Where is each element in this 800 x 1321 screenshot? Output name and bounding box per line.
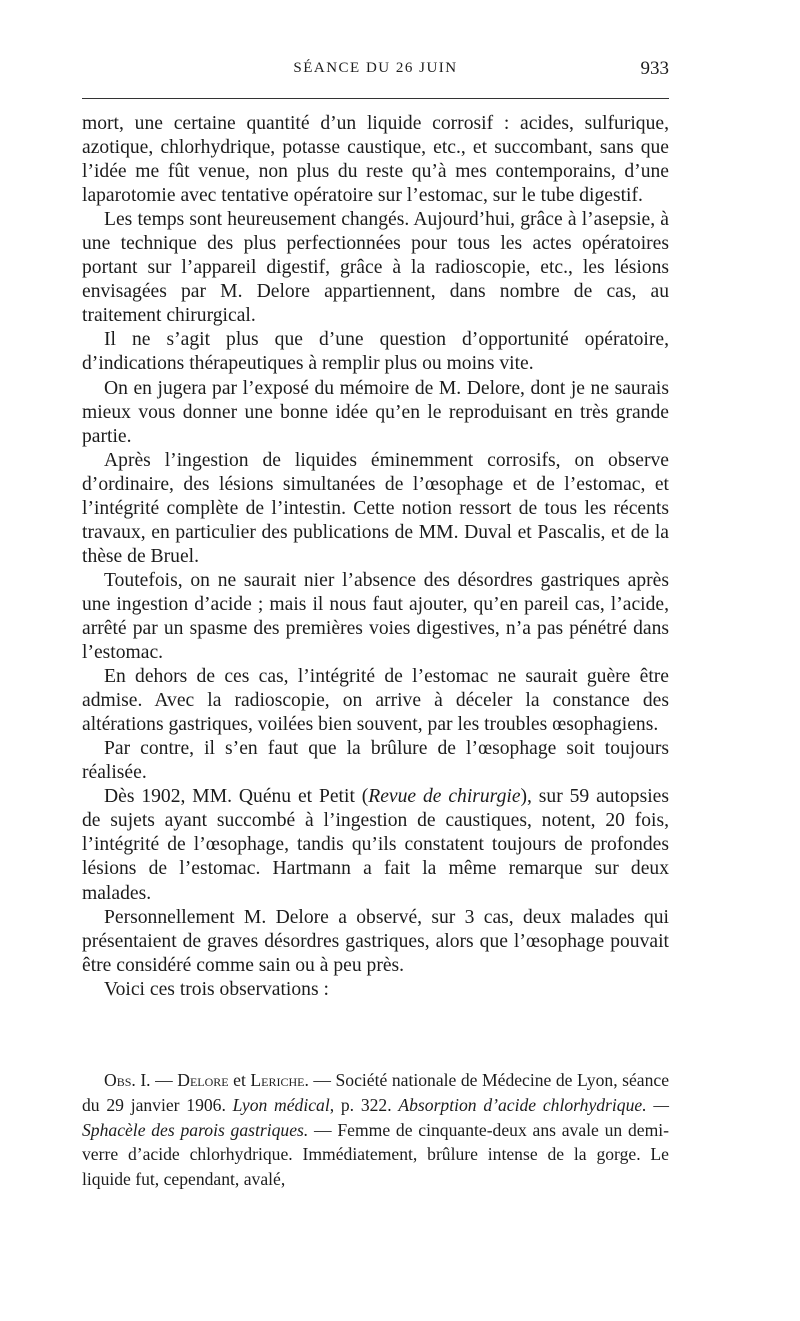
observation-paragraph: [82, 1068, 669, 1192]
text-segment: ), sur 59 autopsies de sujets ayant succombé à l’ingestion de caustiques, notent, 20 fois, l’intégrité de l’œsophage, tandis qu’ils constatent toujours de profondes lésions de l’estomac. Hartmann a fait la même remarque sur deux malades.: [82, 786, 669, 904]
text-segment: —: [150, 1070, 178, 1090]
paragraph: Par contre, il s’en faut que la brûlure de l’œsophage soit toujours réalisée.: [82, 738, 669, 784]
observation-text: — Femme de cinquante-deux ans avale un demi-verre d’acide chlorhydrique. Immédiatement, brûlure intense de la gorge. Le liquide fut, cependant, avalé,: [82, 1119, 669, 1190]
header-rule: [82, 98, 669, 99]
source-text: . — Société nationale de Médecine de Lyon, séance du 29 janvier 1906.: [82, 1070, 669, 1115]
paragraph: mort, une certaine quantité d’un liquide corrosif : acides, sulfurique, azotique, chlorhydrique, potasse caustique, etc., et succombant, sans que l’idée me fût venue, non plus du reste qu’à mes contemporains, d’une laparotomie avec tentative opératoire sur l’estomac, sur le tube digestif.: [82, 113, 669, 207]
journal-title: Lyon médical: [232, 1094, 330, 1115]
running-title: SÉANCE DU 26 JUIN: [293, 60, 458, 76]
text-segment: et: [228, 1070, 251, 1090]
page-header: [82, 58, 669, 88]
paragraph: Après l’ingestion de liquides éminemment corrosifs, on observe d’ordinaire, des lésions simultanées de l’œsophage et de l’estomac, et l’intégrité complète de l’intestin. Cette notion ressort de tous les récents travaux, en particulier des publications de MM. Duval et Pascalis, et de la thèse de Bruel.: [82, 449, 669, 567]
paragraph: Personnellement M. Delore a observé, sur 3 cas, deux malades qui présentaient de graves désordres gastriques, alors que l’œsophage pouvait être considéré comme sain ou à peu près.: [82, 906, 669, 976]
paragraph: Il ne s’agit plus que d’une question d’opportunité opératoire, d’indications thérapeutiques à remplir plus ou moins vite.: [82, 329, 669, 375]
paragraph: En dehors de ces cas, l’intégrité de l’estomac ne saurait guère être admise. Avec la radioscopie, on arrive à déceler la constance des altérations gastriques, voilées bien souvent, par les troubles œsophagiens.: [82, 666, 669, 736]
observation-title: Absorption d’acide chlorhydrique. — Sphacèle des parois gastriques.: [82, 1094, 669, 1140]
paragraph: Voici ces trois observations :: [104, 978, 329, 1000]
observation-block: [82, 1068, 669, 1192]
paragraph: Les temps sont heureusement changés. Aujourd’hui, grâce à l’asepsie, à une technique des plus perfectionnées pour tous les actes opératoires portant sur l’appareil digestif, grâce à la radioscopie, etc., les lésions envisagées par M. Delore appartiennent, dans nombre de cas, au traitement chirurgical.: [82, 209, 669, 327]
body-text: [82, 112, 669, 1002]
observation-label: Obs. I.: [104, 1070, 151, 1090]
paragraph: On en jugera par l’exposé du mémoire de M. Delore, dont je ne saurais mieux vous donner une bonne idée qu’en le reproduisant en très grande partie.: [82, 377, 669, 447]
paragraph-quenu-petit: [82, 785, 669, 905]
author-name: Leriche: [250, 1070, 305, 1090]
page-reference: , p. 322.: [329, 1094, 399, 1115]
paragraph: Toutefois, on ne saurait nier l’absence des désordres gastriques après une ingestion d’acide ; mais il nous faut ajouter, qu’en pareil cas, l’acide, arrêté par un spasme des premières voies digestives, n’a pas pénétré dans l’estomac.: [82, 569, 669, 664]
author-name: Delore: [177, 1070, 229, 1090]
journal-title: Revue de chirurgie: [368, 786, 521, 808]
text-segment: Dès 1902, MM. Quénu et Petit (: [104, 786, 369, 808]
page-number: 933: [640, 58, 669, 79]
